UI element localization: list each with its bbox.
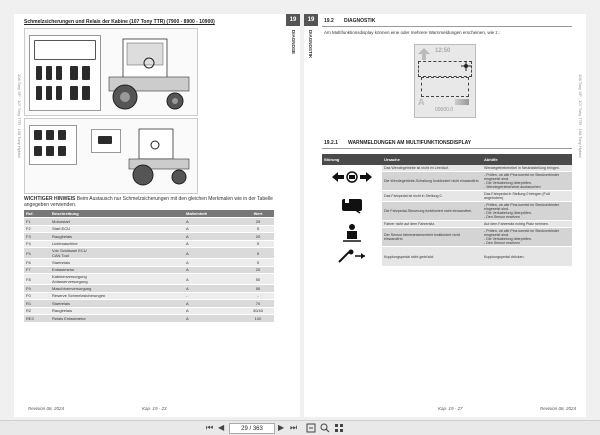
zoom-icon[interactable] [320,423,330,433]
warning-text-2: angegeben verwenden. [24,202,77,208]
table-row [24,266,274,274]
cell-cause: Der Sensor fahreranwesenheit funktioniert nicht einwandfrei. [382,228,482,247]
fan-drive-icon [322,165,382,191]
cell-description-line: Start ECU [52,226,71,232]
table-row [24,225,274,233]
remedy-line: - Prüfen, ob alle Pins korrekt im Steckverbinder eingesetzt sind. [484,173,560,181]
cell-value: 50 [242,285,274,293]
cell-description [50,233,184,241]
cell-ref: F3 [24,233,50,241]
cell-value: 25 [242,218,274,226]
cell-remedy: Das Fahrpedal in Stellung 0 bringen (Fuß angehoben). [482,191,572,202]
cell-value: 100 [242,315,274,323]
prev-page-button[interactable]: ◀ [218,423,225,432]
cell-ref: R2 [24,307,50,315]
cell-value: 5 [242,248,274,259]
cell-description-line: Startrelais [52,300,71,306]
cell-ref: F0 [24,292,50,300]
cell-cause: Die Wendegetriebe-Schaltung funktioniert nicht einwandfrei. [382,172,482,191]
cell-value: 20 [242,233,274,241]
table-row [24,248,274,259]
remedy-line: - Wendegetriebehebel austauschen [484,185,541,189]
page-fit-icon[interactable] [306,423,316,433]
relay-panel [29,125,77,165]
cell-value: 20 [242,266,274,274]
right-side-label: DIAGNOSTIK [308,30,313,59]
cell-description-line: Vdc Schlüssel ECU [52,248,87,253]
cell-unit: A [184,266,242,274]
cell-description [50,300,184,308]
right-vertical-meta: 108 Tony SP · 107 Tony TTR · 108 Tony Hybrid [578,74,583,158]
cell-description-line: Kabinenversorgung [52,274,87,279]
cell-unit: A [184,315,242,323]
remedy-line: - Den Sensor ersetzen [484,215,520,219]
cell-remedy [482,202,572,221]
remedy-line: - Den Sensor ersetzen [484,241,520,245]
cell-description-line-2: CAN Tool [52,253,69,258]
cell-unit: A [184,248,242,259]
cell-value: 50 [242,274,274,285]
cell-unit: A [184,300,242,308]
first-page-button[interactable]: ⏮ [206,423,214,432]
right-page-tab: 19 [304,14,318,26]
table-row [24,315,274,323]
section-number: 19.2 [324,18,334,24]
cell-remedy [482,172,572,191]
left-footer-chapter: Kap. 19 - 23 [142,406,167,411]
cell-unit: A [184,233,242,241]
cell-value: 70 [242,300,274,308]
col-cause: Ursache [382,154,482,165]
table-row [24,240,274,248]
cell-ref: F8 [24,274,50,285]
clutch-pedal-icon [322,247,382,267]
warning-table [322,154,572,267]
cell-unit: A [184,285,242,293]
viewer-toolbar [0,420,600,435]
cell-cause: Fahrer nicht auf dem Fahrersitz. [382,221,482,228]
left-footer-revision: Revision 06, 2024 [28,406,65,411]
cell-cause: Kupplungspedal nicht gedrückt. [382,247,482,267]
left-page-title: Schmelzsicherungen und Relais der Kabine (107 Tony TTR) (7900 - 8900 - 10900) [24,19,215,25]
remedy-line: - Prüfen, ob alle Pins korrekt im Steckverbinder eingesetzt sind. [484,229,560,237]
cell-ref: F1 [24,218,50,226]
cell-remedy: Kupplungspedal drücken. [482,247,572,267]
remedy-line: - Die Verkabelung überprüfen. [484,237,532,241]
cell-ref: F9 [24,285,50,293]
cell-unit: A [184,307,242,315]
table-row [322,247,572,267]
col-unit: Maßeinheit [184,210,242,218]
remedy-line: - Die Verkabelung überprüfen. [484,181,532,185]
subsection-number: 19.2.1 [324,140,338,146]
section-intro: Am Multifunktionsdisplay können eine oder mehrere Warnmeldungen erscheinen, wie z.: [324,30,501,35]
cell-description [50,240,184,248]
cell-value: 5 [242,240,274,248]
table-row [24,285,274,293]
cell-remedy [482,228,572,247]
pedal-icon [322,191,382,221]
cell-value: - [242,292,274,300]
thumbnails-icon[interactable] [334,423,344,433]
signal-bars [455,99,469,105]
right-footer-chapter: Kap. 19 - 27 [438,406,463,411]
cell-description [50,292,184,300]
table-row [24,259,274,267]
col-description: Beschreibung [50,210,184,218]
cell-unit: A [184,274,242,285]
cell-value: 5 [242,259,274,267]
cell-cause: Die Fahrpedal-Steuerung funktioniert nicht einwandfrei. [382,202,482,221]
cell-value: 5 [242,225,274,233]
table-row [24,218,274,226]
left-vertical-meta: 108 Tony SP · 107 Tony TTR · 108 Tony Hybrid [17,74,22,158]
table-row [24,307,274,315]
cell-remedy: Auf dem Fahrersitz richtig Platz nehmen. [482,221,572,228]
cell-description-line: Reserve Schmelzsicherungen [52,293,106,299]
cell-description [50,285,184,293]
cell-cause: Das Fahrpedal ist nicht in Stellung 0. [382,191,482,202]
col-fault: Störung [322,154,382,165]
cell-description [50,315,184,323]
seat-driver-icon [322,221,382,247]
table-row [24,292,274,300]
cell-description [50,266,184,274]
col-remedy: Abhilfe [482,154,572,165]
cell-description-line: Startrelais [52,259,71,265]
fuse-table [24,210,274,323]
table-row [322,191,572,202]
remedy-line: - Die Verkabelung überprüfen. [484,211,532,215]
cell-ref: F7 [24,266,50,274]
table-row [24,233,274,241]
cell-unit: A [184,259,242,267]
cell-description [50,248,184,259]
warning-table-header [322,154,572,165]
cell-ref: F4 [24,240,50,248]
cell-ref: RE3 [24,315,50,323]
warning-label: WICHTIGER HINWEIS [24,196,76,202]
cell-description [50,218,184,226]
cell-description-line-2: Anlasserversorgung [52,279,88,284]
right-footer-revision: Revision 06, 2024 [540,406,577,411]
cell-unit: A [184,225,242,233]
subsection-title: WARNMELDUNGEN AM MULTIFUNKTIONSDISPLAY [348,140,472,146]
cell-description-line: Relais Entastmetor [52,315,86,321]
col-value: Wert [242,210,274,218]
remedy-line: - Prüfen, ob alle Pins korrekt im Steckverbinder eingesetzt sind. [484,203,560,211]
cell-unit: - [184,292,242,300]
cell-description [50,274,184,285]
cell-description [50,225,184,233]
cell-description-line: Entlastmetor [52,267,75,273]
page-number-input[interactable]: 29 / 363 [229,423,275,434]
up-arrow-icon [418,48,430,60]
warning-fan-icon [461,61,471,71]
table-row [24,300,274,308]
display-time: 12:50 [435,48,451,54]
cell-description-line: Lichtmaschine [52,241,78,247]
multifunction-display [414,44,476,118]
cell-description-line: Motorstart [52,218,71,224]
cell-remedy: Wendegetriebehebel in Neutralstellung bringen. [482,165,572,172]
cab-fuse-figure-top [24,28,198,116]
display-counter: 00000.0 [435,107,454,113]
cell-unit: A [184,240,242,248]
cell-description [50,259,184,267]
left-page [14,14,300,417]
cell-ref: R1 [24,300,50,308]
cell-cause: Das Wendegetriebe ist nicht im Leerlauf. [382,165,482,172]
cell-value: 30/40 [242,307,274,315]
tractor-rear-drawing [125,123,195,189]
cell-ref: F2 [24,225,50,233]
next-page-button[interactable]: ▶ [278,423,285,432]
tractor-drawing [105,33,195,113]
section-title: DIAGNOSTIK [344,18,376,24]
cell-ref: F6 [24,259,50,267]
cell-description-line: Maschinenversorgung [52,285,92,291]
right-page [304,14,586,417]
cell-description [50,307,184,315]
cell-ref: F5 [24,248,50,259]
left-side-label: DIAGNOSE [291,30,296,55]
table-row [322,221,572,228]
cab-fuse-figure-bottom [24,118,198,194]
fuse-table-header [24,210,274,218]
cell-description-line: Rauglrelais [52,308,73,314]
cell-unit: A [184,218,242,226]
left-page-tab: 19 [286,14,300,26]
cell-description-line: Rauglrelais [52,233,73,239]
warning-text: Beim Austausch nur Schmelzsicherungen mit den gleichen Merkmalen wie in der Tabelle [76,196,273,202]
fuse-box-panel [29,35,101,111]
col-ref: Ref. [24,210,50,218]
last-page-button[interactable]: ⏭ [290,423,298,432]
table-row [24,274,274,285]
display-letter-a: A [418,97,425,107]
